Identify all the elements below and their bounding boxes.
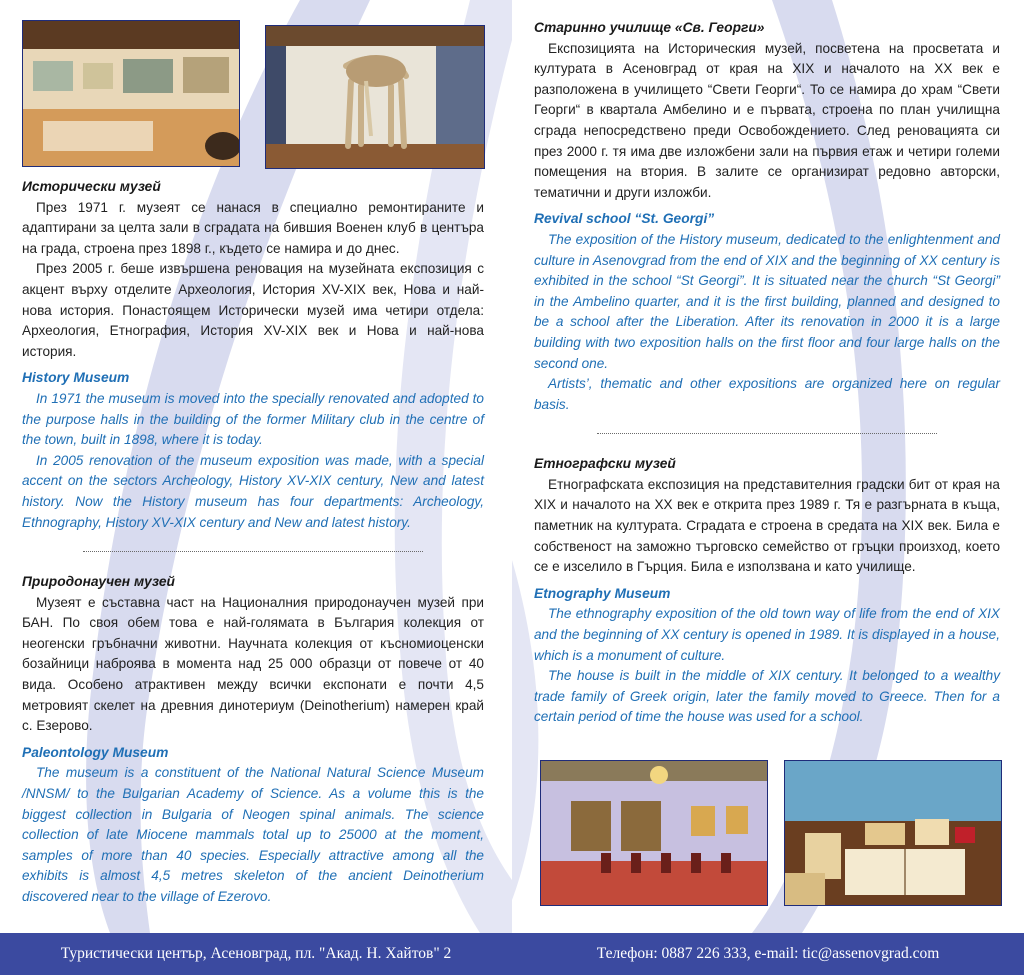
right-page — [512, 0, 1024, 933]
history-museum-en-paragraph-2: In 2005 renovation of the museum exposition was made, with a special accent on the sectors Archeology, History XV-XIX century, New and latest history. Now the History museum has four departments: Archeology, Ethnography, History XV-XIX century and New and latest history. — [22, 452, 484, 530]
etnography-museum-en-title: Etnography Museum — [534, 585, 671, 601]
revival-school-en-title: Revival school “St. Georgi” — [534, 211, 715, 227]
history-museum-bg-title: Исторически музей — [22, 179, 161, 194]
ethnographic-room-photo — [540, 760, 768, 906]
right-text-column — [534, 18, 1000, 728]
paleontology-museum-en-paragraph: The museum is a constituent of the National Natural Science Museum /NNSM/ to the Bulgarian Academy of Science. As a volume this is the biggest collection in Bulgaria of Neogen spinal animals. The science collection of late Miocene mammals total up to 25000 at the moment, samples of more than 40 species. Especially attractive among all the exhibits is almost 4,5 metres skeleton of the ancient Deinotherium discovered near to the village of Ezerovo. — [22, 765, 484, 904]
old-school-bg-paragraph: Експозицията на Историческия музей, посветена на просветата и културата в Асеновград от края на XIX и началото на XX век е разположена в училището “Свети Георги“. То се намира до храм “Свети Георги“ в квартала Амбелино и е първата, строена по план училищна сграда непосредствено преди Освобождението. След реновацията си през 2000 г. тя има две изложбени зали на първия етаж и четири големи помещения на втория. В залите се организират редовно авторски, тематични и други изложби. — [534, 40, 1000, 200]
paleontology-museum-en-title: Paleontology Museum — [22, 744, 169, 760]
section-divider — [83, 551, 423, 552]
left-text-column — [22, 177, 484, 908]
school-books-photo — [784, 760, 1002, 906]
footer-contacts: Телефон: 0887 226 333, e-mail: tic@assenovgrad.com — [512, 933, 1024, 975]
history-museum-bg-paragraph-1: През 1971 г. музеят се нанася в специално ремонтираните и адаптирани за целта зали в сградата на бившия Военен клуб в центъра на града, строена през 1898 г., където се намира и до днес. — [22, 199, 484, 256]
nature-museum-bg-paragraph: Музеят е съставна част на Националния природонаучен музей при БАН. По своя обем това е най-голямата в България колекция от неогенски гръбначни животни. Научната колекция от късномиоценски бозайници наброява в момента над 25 000 образци от повече от 40 вида. Особено атрактивен между всички експонати е почти 4,5 метровият скелет на древния динотериум (Deinotherium) намерен край с. Езерово. — [22, 594, 484, 734]
history-museum-en-title: History Museum — [22, 370, 130, 386]
history-museum-en-paragraph-1: In 1971 the museum is moved into the specially renovated and adopted to the purpose halls in the building of the former Military club in the centre of the town, built in 1898, where it is today. — [22, 390, 484, 448]
nature-museum-bg-title: Природонаучен музей — [22, 574, 175, 590]
deinotherium-skeleton-photo — [265, 25, 485, 169]
revival-school-en-paragraph-2: Artists’, thematic and other expositions are organized here on regular basis. — [534, 376, 1000, 412]
etnography-museum-en-paragraph-2: The house is built in the middle of XIX century. It belonged to a wealthy trade family of Greek origin, later the family moved to Greece. Then for a certain period of time the house was used for a school. — [534, 668, 1000, 725]
section-divider — [597, 433, 937, 434]
history-museum-bg-paragraph-2: През 2005 г. беше извършена реновация на музейната експозиция с акцент върху отделите Археология, История XV-XIX век, Нова и най-нова история. Понастоящем Исторически музей има четири отдела: Археология, Етнография, История XV-XIX век и Нова и най-нова история. — [22, 261, 484, 359]
ethnographic-museum-bg-title: Етнографски музей — [534, 456, 676, 472]
old-school-bg-title: Старинно училище «Св. Георги» — [534, 20, 765, 35]
ethnographic-museum-bg-paragraph: Етнографската експозиция на представителния градски бит от края на XIX и началото на XX век е открита през 1989 г. Тя е разгърната в къща, паметник на културата. Сградата е строена в средата на XIX век. Била е собственост на заможно търговско семейство от гръцки произход, което се е изселило в Гърция. Била е използвана и като училище. — [534, 476, 1000, 575]
footer-address: Туристически център, Асеновград, пл. "Акад. Н. Хайтов" 2 — [0, 933, 512, 975]
history-museum-hall-photo — [22, 20, 240, 167]
etnography-museum-en-paragraph-1: The ethnography exposition of the old town way of life from the end of XIX and the beginning of XX century is opened in 1989. It is displayed in a house, which is a monument of culture. — [534, 606, 1000, 663]
revival-school-en-paragraph-1: The exposition of the History museum, dedicated to the enlightenment and culture in Asenovgrad from the end of XIX and the beginning of XX century is exhibited in the school “St Georgi”. It is situated near the church “St Georgi” in the Ambelino quarter, and it is the first building, planned and designed to be a school after the Liberation. After its renovation in 2000 it is a large building with two exposition halls on the first floor and four large halls on the second one. — [534, 231, 1000, 371]
left-page — [0, 0, 512, 933]
